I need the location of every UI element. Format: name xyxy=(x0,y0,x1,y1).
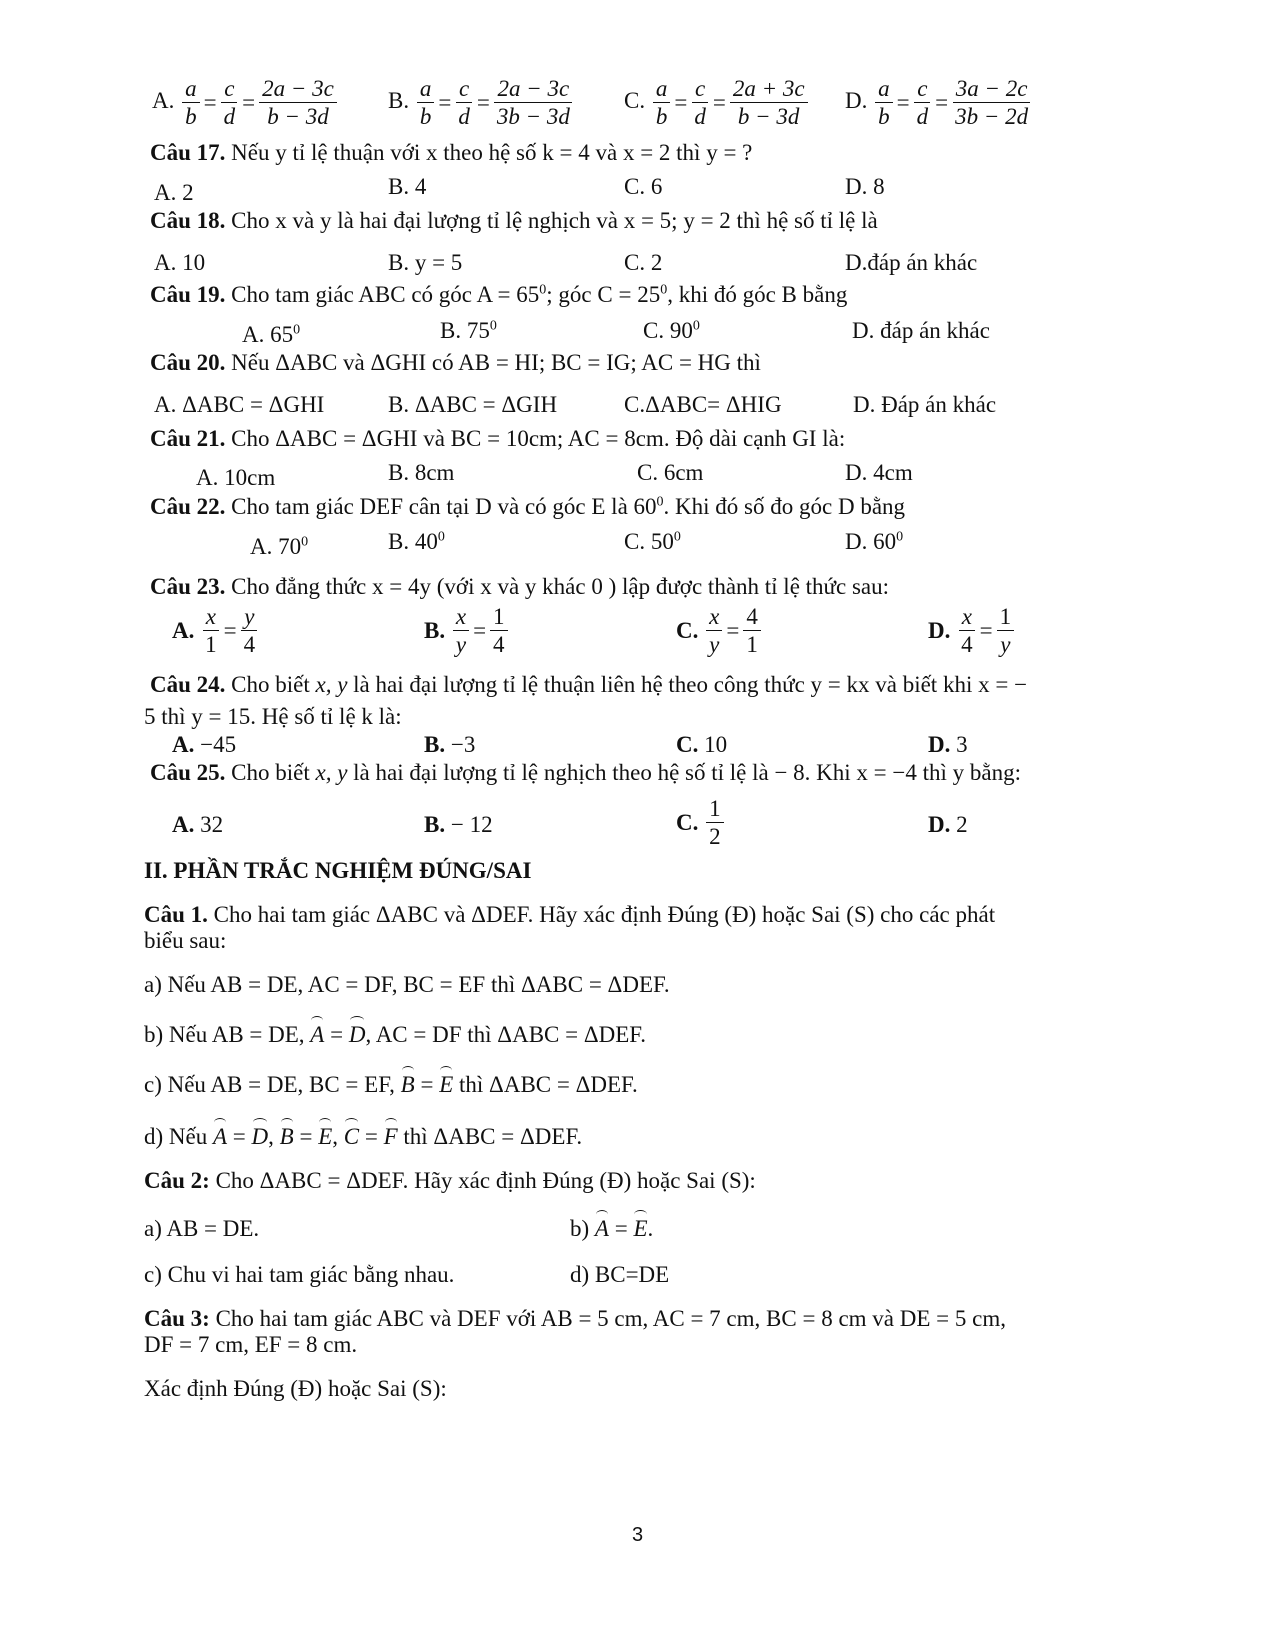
q16-option-d: D. $\frac{a}{b}$ = $\frac{c}{d}$ = $\frac{3a - 2c}{3b - 2d}$ xyxy=(845,76,1033,130)
question-23: Câu 23. Cho đẳng thức x = 4y (với x và y khác 0 ) lập được thành tỉ lệ thức sau: xyxy=(150,574,890,599)
q18-option-b: B. y = 5 xyxy=(388,250,463,275)
q18-option-d: D.đáp án khác xyxy=(845,250,978,275)
q17-option-a: A. 2 xyxy=(154,180,194,205)
tf2-statement-b: b) A = E. xyxy=(570,1216,654,1241)
q22-option-c: C. $50^0$ xyxy=(624,529,681,554)
tf-question-3-instruction: Xác định Đúng (Đ) hoặc Sai (S): xyxy=(144,1376,447,1401)
question-25: Câu 25. Cho biết x, y là hai đại lượng tỉ lệ nghịch theo hệ số tỉ lệ là − 8. Khi x = −4 thì y bằng: xyxy=(150,760,1021,785)
q21-option-d: D. 4cm xyxy=(845,460,913,485)
q25-option-a: A. 32 xyxy=(172,812,224,837)
tf1-statement-d: d) Nếu A = D, B = E, C = F thì ΔABC = ΔDEF. xyxy=(144,1124,583,1149)
q16-option-a: A. $\frac{a}{b}$ = $\frac{c}{d}$ = $\frac{2a - 3c}{b - 3d}$ xyxy=(152,76,339,130)
question-19: Câu 19. Cho tam giác ABC có góc $A = 65^0$; góc $C = 25^0$, khi đó góc B bằng xyxy=(150,282,848,307)
q24-option-b: B. −3 xyxy=(424,732,476,757)
q17-option-c: C. 6 xyxy=(624,174,663,199)
q18-option-c: C. 2 xyxy=(624,250,663,275)
section-heading: II. PHẦN TRẮC NGHIỆM ĐÚNG/SAI xyxy=(144,858,532,883)
q21-option-b: B. 8cm xyxy=(388,460,455,485)
q18-option-a: A. 10 xyxy=(154,250,206,275)
q23-option-d: D. $\frac{x}{4}$ = $\frac{1}{y}$ xyxy=(928,604,1016,658)
q24-option-d: D. 3 xyxy=(928,732,968,757)
question-22: Câu 22. Cho tam giác DEF cân tại D và có góc E là $60^0$. Khi đó số đo góc D bằng xyxy=(150,494,906,519)
question-24: Câu 24. Cho biết x, y là hai đại lượng tỉ lệ thuận liên hệ theo công thức y = kx và biết khi x = − xyxy=(150,672,1028,697)
question-20: Câu 20. Nếu ΔABC và ΔGHI có AB = HI; BC = IG; AC = HG thì xyxy=(150,350,761,375)
tf-question-3: Câu 3: Cho hai tam giác ABC và DEF với AB = 5 cm, AC = 7 cm, BC = 8 cm và DE = 5 cm, xyxy=(144,1306,1006,1331)
q23-option-c: C. $\frac{x}{y}$ = $\frac{4}{1}$ xyxy=(676,604,763,658)
tf1-statement-a: a) Nếu AB = DE, AC = DF, BC = EF thì ΔABC = ΔDEF. xyxy=(144,972,670,997)
q16-option-b: B. $\frac{a}{b}$ = $\frac{c}{d}$ = $\frac{2a - 3c}{3b - 3d}$ xyxy=(388,76,575,130)
q21-option-a: A. 10cm xyxy=(196,465,276,490)
q16-option-c: C. $\frac{a}{b}$ = $\frac{c}{d}$ = $\frac{2a + 3c}{b - 3d}$ xyxy=(624,76,810,130)
q20-option-a: A. ΔABC = ΔGHI xyxy=(154,392,325,417)
tf1-statement-b: b) Nếu AB = DE, A = D, AC = DF thì ΔABC = ΔDEF. xyxy=(144,1022,647,1047)
q22-option-d: D. $60^0$ xyxy=(845,529,904,554)
tf-question-1-line2: biểu sau: xyxy=(144,928,227,953)
q22-option-b: B. $40^0$ xyxy=(388,529,445,554)
q19-option-d: D. đáp án khác xyxy=(852,318,990,343)
q20-option-c: C.ΔABC= ΔHIG xyxy=(624,392,782,417)
question-18: Câu 18. Cho x và y là hai đại lượng tỉ lệ nghịch và x = 5; y = 2 thì hệ số tỉ lệ là xyxy=(150,208,878,233)
tf-question-3-line2: DF = 7 cm, EF = 8 cm. xyxy=(144,1332,358,1357)
q23-option-a: A. $\frac{x}{1}$ = $\frac{y}{4}$ xyxy=(172,604,260,658)
q17-option-d: D. 8 xyxy=(845,174,885,199)
q23-option-b: B. $\frac{x}{y}$ = $\frac{1}{4}$ xyxy=(424,604,510,658)
q25-option-d: D. 2 xyxy=(928,812,968,837)
question-17: Câu 17. Nếu y tỉ lệ thuận với x theo hệ số k = 4 và x = 2 thì y = ? xyxy=(150,140,753,165)
question-24-line2: 5 thì y = 15. Hệ số tỉ lệ k là: xyxy=(144,704,402,729)
tf1-statement-c: c) Nếu AB = DE, BC = EF, B = E thì ΔABC = ΔDEF. xyxy=(144,1072,638,1097)
tf2-statement-a: a) AB = DE. xyxy=(144,1216,260,1241)
q25-option-c: C. $\frac{1}{2}$ xyxy=(676,796,726,850)
q20-option-d: D. Đáp án khác xyxy=(853,392,997,417)
tf-question-1: Câu 1. Cho hai tam giác ΔABC và ΔDEF. Hãy xác định Đúng (Đ) hoặc Sai (S) cho các phát xyxy=(144,902,996,927)
q17-option-b: B. 4 xyxy=(388,174,427,199)
q22-option-a: A. $70^0$ xyxy=(250,534,309,559)
tf-question-2: Câu 2: Cho ΔABC = ΔDEF. Hãy xác định Đúng (Đ) hoặc Sai (S): xyxy=(144,1168,756,1193)
question-21: Câu 21. Cho ΔABC = ΔGHI và BC = 10cm; AC = 8cm. Độ dài cạnh GI là: xyxy=(150,426,846,451)
page-number: 3 xyxy=(631,1524,644,1546)
q24-option-a: A. −45 xyxy=(172,732,237,757)
q19-option-a: A. $65^0$ xyxy=(242,322,301,347)
tf2-statement-d: d) BC=DE xyxy=(570,1262,670,1287)
q25-option-b: B. − 12 xyxy=(424,812,493,837)
q19-option-b: B. $75^0$ xyxy=(440,318,497,343)
q20-option-b: B. ΔABC = ΔGIH xyxy=(388,392,558,417)
q21-option-c: C. 6cm xyxy=(637,460,704,485)
q24-option-c: C. 10 xyxy=(676,732,728,757)
q19-option-c: C. $90^0$ xyxy=(643,318,700,343)
tf2-statement-c: c) Chu vi hai tam giác bằng nhau. xyxy=(144,1262,455,1287)
